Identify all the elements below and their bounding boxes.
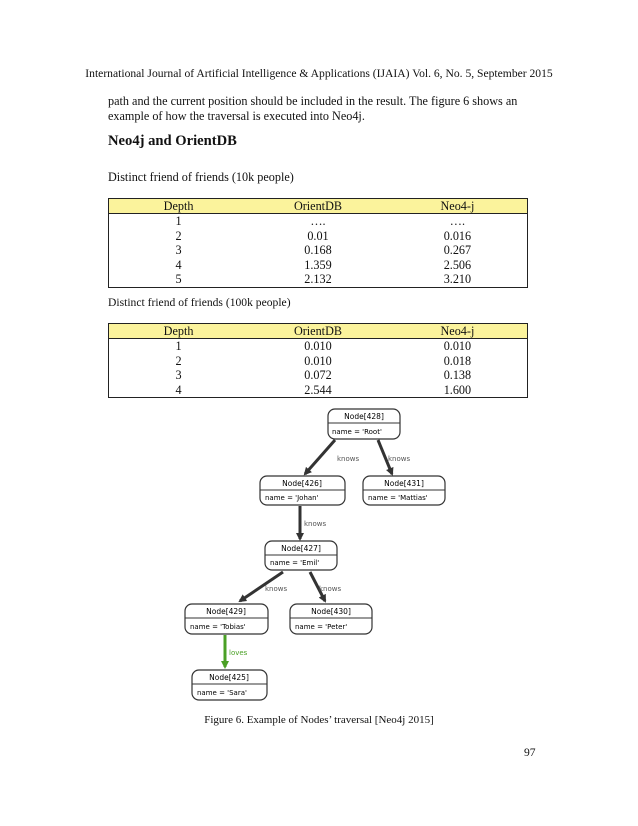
node-property: name = 'Mattias': [368, 494, 428, 502]
table-row: [109, 258, 528, 273]
graph-node-427: [265, 541, 337, 570]
table-cell: 2.544: [248, 383, 388, 398]
table-cell: 4: [109, 383, 249, 398]
node-property: name = 'Emil': [270, 559, 320, 567]
table-cell: 3: [109, 243, 249, 258]
table-row: [109, 368, 528, 383]
edge-knows-emil-peter: [310, 572, 341, 601]
edge-knows-root-johan: [305, 440, 359, 474]
node-title: Node[429]: [206, 607, 246, 616]
node-property: name = 'Johan': [265, 494, 319, 502]
table-cell: 1: [109, 214, 249, 229]
graph-node-426: [260, 476, 345, 505]
node-title: Node[426]: [282, 479, 322, 488]
column-header-depth: Depth: [109, 199, 249, 214]
traversal-figure: [160, 405, 460, 706]
edge-label: knows: [304, 520, 327, 528]
node-property: name = 'Peter': [295, 623, 348, 631]
node-property: name = 'Sara': [197, 689, 247, 697]
node-title: Node[430]: [311, 607, 351, 616]
table-cell: 3.210: [388, 272, 528, 287]
table1-caption: Distinct friend of friends (10k people): [108, 170, 294, 184]
graph-node-428: [328, 409, 400, 439]
graph-node-425: [192, 670, 267, 700]
table-row: [109, 243, 528, 258]
running-header: International Journal of Artificial Intelligence & Applications (IJAIA) Vol. 6, No. 5, September 2015: [85, 67, 553, 80]
table-cell: 3: [109, 368, 249, 383]
edge-loves-tobias-sara: [225, 635, 248, 667]
table-cell: 0.267: [388, 243, 528, 258]
graph-node-429: [185, 604, 268, 634]
edge-knows-johan-emil: [300, 506, 326, 539]
section-title: Neo4j and OrientDB: [108, 133, 237, 149]
column-header-orientdb: OrientDB: [248, 199, 388, 214]
node-title: Node[428]: [344, 412, 384, 421]
column-header-orientdb: OrientDB: [248, 324, 388, 339]
body-paragraph: path and the current position should be included in the result. The figure 6 shows an example of how the traversal is executed into Neo4j.: [108, 94, 518, 123]
edge-label: knows: [265, 585, 288, 593]
figure-caption: Figure 6. Example of Nodes’ traversal [Neo4j 2015]: [204, 714, 434, 726]
table-cell: 2.132: [248, 272, 388, 287]
table-cell: 0.168: [304, 243, 332, 258]
table-cell: 1.600: [388, 383, 528, 398]
node-graph-diagram: [160, 405, 460, 701]
edge-knows-root-mattias: [378, 440, 410, 474]
table-row: [109, 339, 528, 354]
table-cell: 2.506: [388, 258, 528, 273]
table-row: [109, 214, 528, 229]
node-title: Node[431]: [384, 479, 424, 488]
table-cell: 4: [109, 258, 249, 273]
table-cell: 1: [109, 339, 249, 354]
page-number: 97: [524, 746, 536, 759]
node-property: name = 'Root': [332, 428, 382, 436]
edge-label: loves: [229, 649, 248, 657]
table-row: [109, 383, 528, 398]
graph-node-431: [363, 476, 445, 505]
edge-label: knows: [388, 455, 411, 463]
edge-label: knows: [337, 455, 360, 463]
table-cell: 1.359: [304, 257, 332, 272]
table-cell: ….: [388, 214, 528, 229]
column-header-neo4j: Neo4-j: [388, 324, 528, 339]
table-cell: ….: [310, 214, 326, 228]
node-title: Node[427]: [281, 544, 321, 553]
table-cell: 0.018: [388, 354, 528, 369]
results-table-100k: [108, 323, 528, 398]
edge-label: knows: [319, 585, 342, 593]
table-cell: 0.016: [388, 229, 528, 244]
table2-caption: Distinct friend of friends (100k people): [108, 296, 291, 309]
table-cell: 2: [109, 229, 249, 244]
table-cell: 0.010: [304, 339, 332, 353]
table-cell: 0.010: [304, 353, 332, 368]
column-header-neo4j: Neo4-j: [388, 199, 528, 214]
table-cell: 0.072: [304, 368, 332, 383]
node-property: name = 'Tobias': [190, 623, 246, 631]
table-cell: 5: [109, 272, 249, 287]
table-cell: 2: [109, 354, 249, 369]
table-cell: 0.138: [388, 368, 528, 383]
results-table-10k: [108, 198, 528, 288]
node-title: Node[425]: [209, 673, 249, 682]
table-row: [109, 229, 528, 244]
table-row: [109, 354, 528, 369]
table-cell: 0.010: [388, 339, 528, 354]
graph-node-430: [290, 604, 372, 634]
edge-knows-emil-tobias: [240, 572, 287, 601]
table-cell: 0.01: [307, 228, 329, 243]
table-row: [109, 272, 528, 287]
column-header-depth: Depth: [109, 324, 249, 339]
